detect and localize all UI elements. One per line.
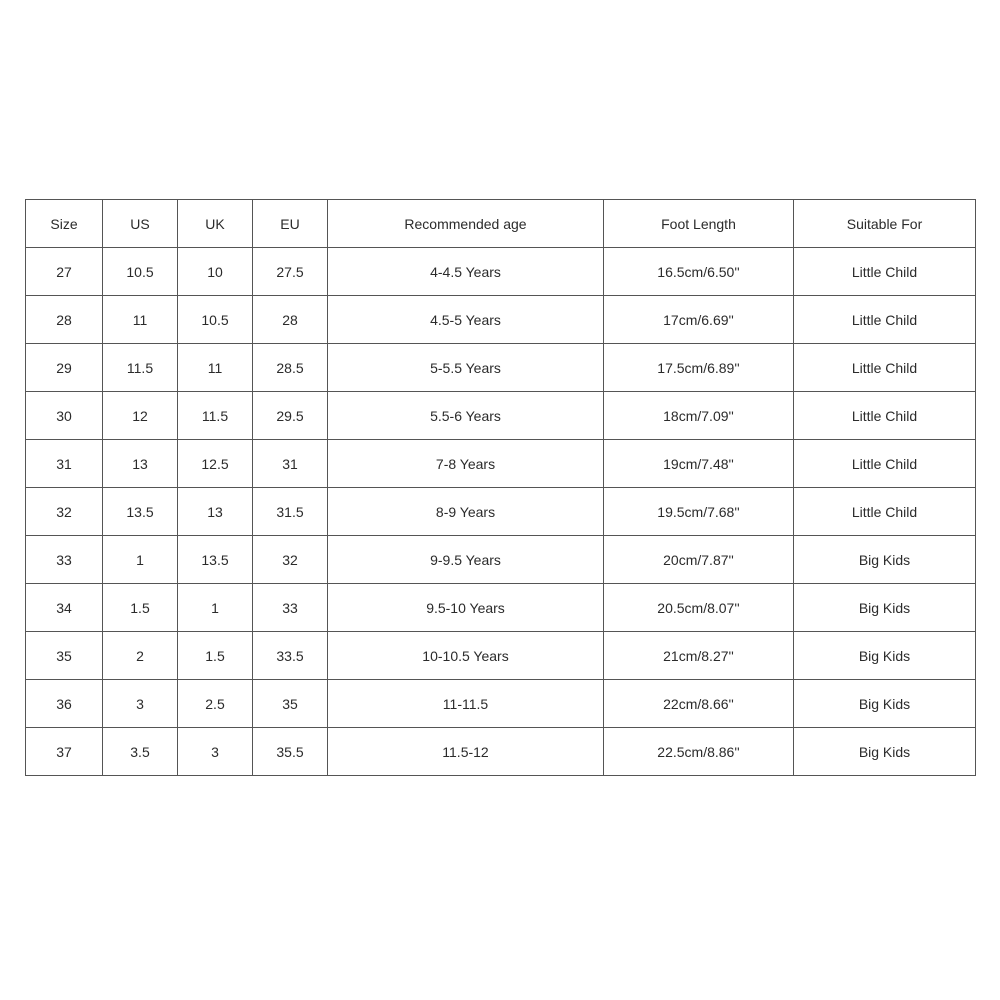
foot-length-cell: 17.5cm/6.89'' [604,344,794,392]
uk-cell: 2.5 [178,680,253,728]
us-cell: 1.5 [103,584,178,632]
recommended-age-cell: 11-11.5 [328,680,604,728]
uk-cell: 10.5 [178,296,253,344]
header-foot-length: Foot Length [604,200,794,248]
us-cell: 10.5 [103,248,178,296]
eu-cell: 35.5 [253,728,328,776]
recommended-age-cell: 5.5-6 Years [328,392,604,440]
eu-cell: 28.5 [253,344,328,392]
us-cell: 1 [103,536,178,584]
table-row [26,344,976,392]
us-cell: 2 [103,632,178,680]
suitable-for-cell: Little Child [794,248,976,296]
table-row [26,392,976,440]
foot-length-cell: 17cm/6.69'' [604,296,794,344]
recommended-age-cell: 10-10.5 Years [328,632,604,680]
recommended-age-cell: 4.5-5 Years [328,296,604,344]
eu-cell: 28 [253,296,328,344]
recommended-age-cell: 9.5-10 Years [328,584,604,632]
eu-cell: 33 [253,584,328,632]
us-cell: 13.5 [103,488,178,536]
suitable-for-cell: Little Child [794,296,976,344]
size-cell: 34 [26,584,103,632]
foot-length-cell: 22cm/8.66'' [604,680,794,728]
size-cell: 33 [26,536,103,584]
uk-cell: 3 [178,728,253,776]
header-recommended-age: Recommended age [328,200,604,248]
recommended-age-cell: 9-9.5 Years [328,536,604,584]
header-size: Size [26,200,103,248]
size-cell: 37 [26,728,103,776]
size-chart-table [25,199,976,776]
size-cell: 32 [26,488,103,536]
uk-cell: 10 [178,248,253,296]
size-cell: 35 [26,632,103,680]
table-header [26,200,976,248]
suitable-for-cell: Little Child [794,392,976,440]
suitable-for-cell: Big Kids [794,680,976,728]
foot-length-cell: 19.5cm/7.68'' [604,488,794,536]
eu-cell: 33.5 [253,632,328,680]
header-suitable-for: Suitable For [794,200,976,248]
foot-length-cell: 18cm/7.09'' [604,392,794,440]
suitable-for-cell: Little Child [794,440,976,488]
header-eu: EU [253,200,328,248]
eu-cell: 31 [253,440,328,488]
size-cell: 28 [26,296,103,344]
us-cell: 12 [103,392,178,440]
suitable-for-cell: Big Kids [794,536,976,584]
uk-cell: 13.5 [178,536,253,584]
uk-cell: 13 [178,488,253,536]
table-body [26,248,976,776]
header-uk: UK [178,200,253,248]
eu-cell: 35 [253,680,328,728]
eu-cell: 27.5 [253,248,328,296]
foot-length-cell: 20cm/7.87'' [604,536,794,584]
uk-cell: 1.5 [178,632,253,680]
header-row [26,200,976,248]
table-row [26,296,976,344]
table-row [26,680,976,728]
suitable-for-cell: Big Kids [794,584,976,632]
size-cell: 36 [26,680,103,728]
table-row [26,584,976,632]
table-row [26,536,976,584]
table-row [26,728,976,776]
recommended-age-cell: 11.5-12 [328,728,604,776]
suitable-for-cell: Little Child [794,344,976,392]
size-cell: 30 [26,392,103,440]
table-row [26,632,976,680]
table-row [26,488,976,536]
uk-cell: 1 [178,584,253,632]
recommended-age-cell: 7-8 Years [328,440,604,488]
recommended-age-cell: 8-9 Years [328,488,604,536]
us-cell: 3 [103,680,178,728]
us-cell: 13 [103,440,178,488]
suitable-for-cell: Big Kids [794,632,976,680]
suitable-for-cell: Big Kids [794,728,976,776]
size-cell: 31 [26,440,103,488]
foot-length-cell: 20.5cm/8.07'' [604,584,794,632]
foot-length-cell: 22.5cm/8.86'' [604,728,794,776]
size-cell: 27 [26,248,103,296]
us-cell: 11.5 [103,344,178,392]
foot-length-cell: 16.5cm/6.50'' [604,248,794,296]
header-us: US [103,200,178,248]
foot-length-cell: 21cm/8.27'' [604,632,794,680]
eu-cell: 32 [253,536,328,584]
recommended-age-cell: 5-5.5 Years [328,344,604,392]
table-row [26,440,976,488]
uk-cell: 11.5 [178,392,253,440]
eu-cell: 31.5 [253,488,328,536]
foot-length-cell: 19cm/7.48'' [604,440,794,488]
uk-cell: 12.5 [178,440,253,488]
us-cell: 11 [103,296,178,344]
uk-cell: 11 [178,344,253,392]
table-row [26,248,976,296]
suitable-for-cell: Little Child [794,488,976,536]
eu-cell: 29.5 [253,392,328,440]
us-cell: 3.5 [103,728,178,776]
recommended-age-cell: 4-4.5 Years [328,248,604,296]
size-cell: 29 [26,344,103,392]
